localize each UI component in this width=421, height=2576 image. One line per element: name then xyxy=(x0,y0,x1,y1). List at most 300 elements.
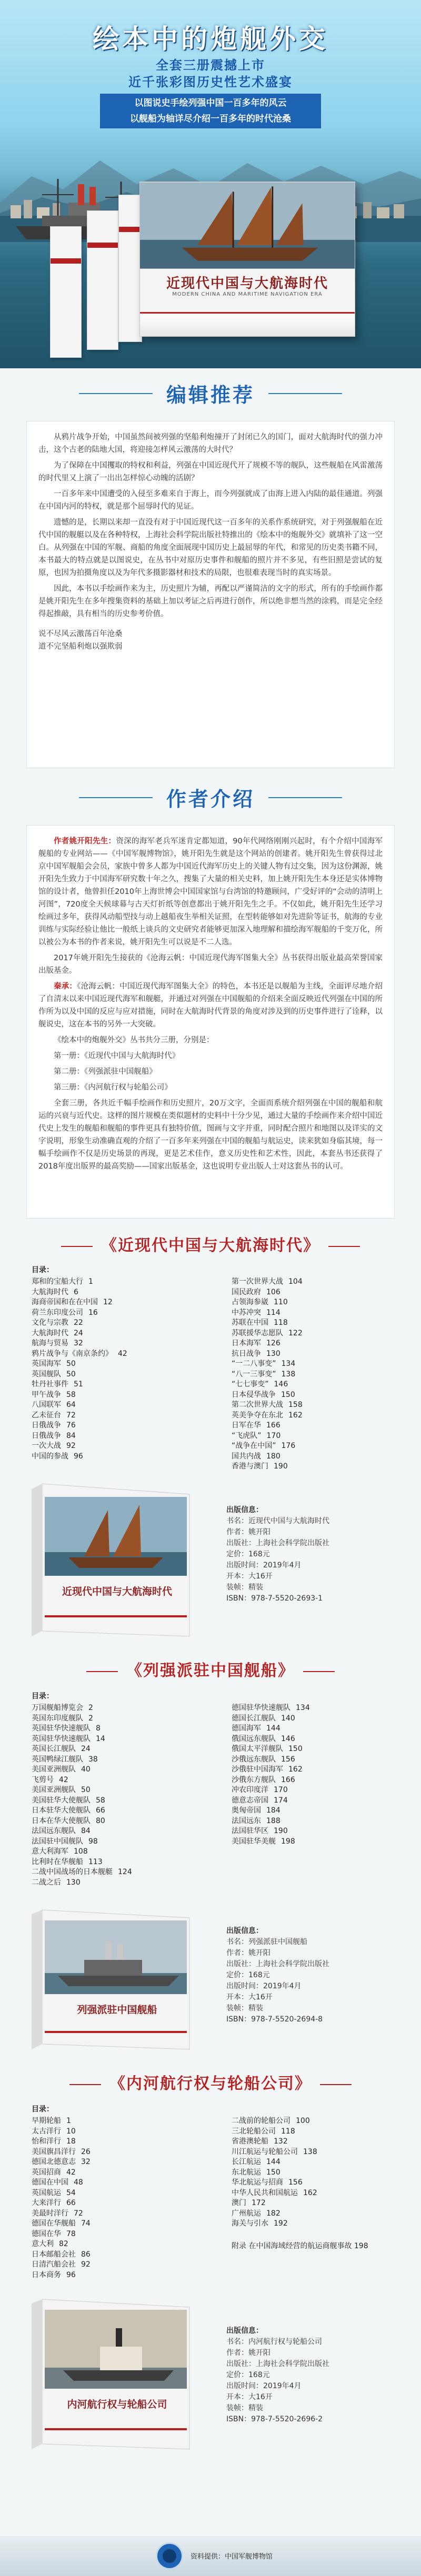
toc-entry-title: 英国长江舰队 xyxy=(32,1745,76,1753)
toc-entry xyxy=(32,2137,91,2147)
toc-entry-title: “飞虎队” xyxy=(232,1431,262,1440)
toc-entry-title: 牡丹社事件 xyxy=(32,1380,68,1388)
toc-entry xyxy=(32,1755,132,1765)
toc-entry-page: 2 xyxy=(88,1714,93,1723)
toc-left-column xyxy=(32,2116,91,2280)
book1-photo xyxy=(21,1473,216,1647)
toc-entry-page: 58 xyxy=(66,1390,76,1399)
toc-entry-title: 德国北德意志 xyxy=(32,2158,76,2166)
toc-entry xyxy=(232,1359,303,1370)
book-front-cover xyxy=(139,182,355,337)
book1-title xyxy=(0,1232,421,1255)
toc-entry-page: 100 xyxy=(296,2117,310,2125)
toc-entry-title: 法国驻华区 xyxy=(232,1827,268,1835)
pubinfo-line: 开本：大16开 xyxy=(226,1993,273,2001)
toc-entry-title: 乙未征台 xyxy=(32,1411,61,1420)
toc-entry-title: 日俄战争 xyxy=(32,1421,61,1430)
toc-entry xyxy=(232,1837,310,1847)
toc-entry-page: 50 xyxy=(81,1786,91,1794)
toc-entry-title: 比利时在华舰船 xyxy=(32,1857,83,1866)
hero-banner xyxy=(0,0,421,368)
paragraph: 一百多年来中国遭受的入侵至多难来自于海上，而今列强就成了由海上进入内陆的最佳通道。列强在中国内河的特权，就是那个屈辱时代的见证。 xyxy=(38,490,383,511)
toc-entry-title: 中华人民共和国航运 xyxy=(232,2188,298,2197)
title-line-right xyxy=(268,393,342,394)
pubinfo-line: 出版社：上海社会科学院出版社 xyxy=(226,2360,329,2368)
toc-entry-page: 192 xyxy=(274,2219,288,2228)
toc-entry-title: 美国旗昌洋行 xyxy=(32,2147,76,2156)
toc-entry-page: 146 xyxy=(281,1734,295,1743)
book2-title xyxy=(0,1657,421,1681)
toc-entry-page: 38 xyxy=(88,1755,98,1764)
pubinfo-line: ISBN：978-7-5520-2694-8 xyxy=(226,2015,323,2024)
toc-entry-title: 俄国太平洋舰队 xyxy=(232,1745,283,1753)
toc-entry xyxy=(32,1867,132,1878)
toc-entry-page: 2 xyxy=(88,1704,93,1712)
section-author-title xyxy=(0,783,421,812)
toc-entry-page: 150 xyxy=(266,2168,280,2177)
toc-entry xyxy=(32,1744,132,1755)
toc-entry-title: 日军在华 xyxy=(232,1421,261,1430)
banner-line-1: 以图说史手绘列强中国一百多年的风云 xyxy=(134,98,287,108)
toc-entry-page: 162 xyxy=(288,1765,303,1774)
toc-entry-title: 英国海军 xyxy=(32,1360,61,1368)
content-lead: 秦承： xyxy=(54,982,77,991)
toc-entry xyxy=(32,2198,91,2209)
toc-entry xyxy=(232,2127,317,2137)
toc-entry xyxy=(32,1796,132,1806)
book2-title-text: 《列强派驻中国舰船》 xyxy=(126,1662,295,1680)
toc-entry-page: 8 xyxy=(96,1724,101,1733)
toc-entry xyxy=(232,1297,303,1308)
toc-entry-page: 158 xyxy=(288,1401,303,1409)
toc-entry-title: 英国鸭绿江舰队 xyxy=(32,1755,83,1764)
deco-line xyxy=(61,1246,93,1247)
toc-entry-title: 苏联在中国 xyxy=(232,1319,268,1327)
toc-entry xyxy=(32,1380,127,1390)
toc-entry-page: 6 xyxy=(74,1287,78,1296)
toc-entry-title: 俄国远东舰队 xyxy=(232,1734,276,1743)
toc-entry xyxy=(232,2157,317,2168)
toc-entry-page: 118 xyxy=(274,1319,288,1327)
hero-subtitle-1: 全套三册震撼上市 xyxy=(156,57,265,73)
toc-entry-title: 省港澳轮船 xyxy=(232,2137,268,2146)
deco-line xyxy=(86,1671,118,1672)
pubinfo-line: 作者：姚开阳 xyxy=(226,1528,270,1536)
toc-entry-title: 航海与贸易 xyxy=(32,1339,68,1347)
pubinfo-line: 出版时间：2019年4月 xyxy=(226,1982,302,1990)
toc-entry-page: 174 xyxy=(274,1796,288,1805)
pubinfo-line: 装帧：精装 xyxy=(226,2004,263,2012)
pubinfo-line: ISBN：978-7-5520-2696-2 xyxy=(226,2415,323,2423)
toc-entry-title: 美最时洋行 xyxy=(32,2209,68,2218)
toc-entry-page: 150 xyxy=(281,1390,295,1399)
museum-logo-icon xyxy=(156,2542,183,2570)
toc-entry-title: 德国驻华快速舰队 xyxy=(232,1704,290,1712)
toc-entry xyxy=(232,1744,310,1755)
toc-entry-title: 德国在华舰船 xyxy=(32,2219,76,2228)
toc-entry-page: 108 xyxy=(74,1847,88,1856)
toc-entry xyxy=(32,1724,132,1734)
toc-entry xyxy=(32,2260,91,2270)
toc-entry xyxy=(232,1452,303,1462)
pubinfo-line: 出版社：上海社会科学院出版社 xyxy=(226,1960,329,1968)
toc-entry xyxy=(32,1287,127,1298)
toc-entry-title: “八一三事变” xyxy=(232,1370,276,1378)
toc-entry-page: 162 xyxy=(303,2188,317,2197)
toc-entry-title: 一次大战 xyxy=(32,1442,61,1450)
toc-entry-page: 134 xyxy=(281,1360,296,1368)
toc-right-column xyxy=(232,2116,317,2229)
toc-heading: 目录： xyxy=(32,1266,54,1274)
toc-entry-title: 日俄战争 xyxy=(32,1431,61,1440)
toc-entry-page: 134 xyxy=(296,1704,310,1712)
pubinfo-line: 开本：大16开 xyxy=(226,2393,273,2401)
series-list-item: 第一册：《近现代中国与大航海时代》 xyxy=(54,1052,180,1060)
paragraph xyxy=(38,980,383,1031)
toc-entry-page: 64 xyxy=(66,1401,76,1409)
toc-entry-page: 92 xyxy=(66,1442,76,1450)
toc-entry xyxy=(32,1370,127,1380)
section-title: 作者介绍 xyxy=(166,787,255,811)
toc-entry-page: 72 xyxy=(74,2209,83,2218)
toc-entry-page: 162 xyxy=(288,1411,303,1420)
footer-credit: 资料提供：中国军舰博物馆 xyxy=(191,2553,273,2561)
pubinfo-heading: 出版信息： xyxy=(226,1506,263,1514)
toc-entry-page: 184 xyxy=(266,1806,280,1815)
paragraph: 《绘本中的炮舰外交》丛书共分三册，分别是： xyxy=(54,1036,214,1044)
toc-entry-page: 76 xyxy=(66,1421,76,1430)
toc-entry-title: 八国联军 xyxy=(32,1401,61,1409)
toc-entry-page: 113 xyxy=(88,1857,103,1866)
toc-entry-page: 166 xyxy=(281,1775,295,1784)
toc-entry xyxy=(232,2198,317,2209)
toc-entry xyxy=(32,1400,127,1411)
pubinfo-line: 定价：168元 xyxy=(226,2371,270,2379)
toc-entry-title: 英国东印度舰队 xyxy=(32,1714,83,1723)
toc-entry-title: 英国驻华快速舰队 xyxy=(32,1734,91,1743)
toc-entry-title: 美国亚洲舰队 xyxy=(32,1786,76,1794)
toc-entry-title: 沙俄远东舰队 xyxy=(232,1755,276,1764)
toc-entry xyxy=(32,2250,91,2260)
toc-entry xyxy=(32,1431,127,1442)
pubinfo-heading: 出版信息： xyxy=(226,1927,263,1935)
book3-toc xyxy=(32,2105,389,2294)
toc-entry xyxy=(32,1390,127,1401)
cover-english-title: MODERN CHINA AND MARITIME NAVIGATION ERA xyxy=(172,291,323,297)
paragraph: 从鸦片战争开始，中国虽然间被列强的坚船利炮撞开了封闭已久的国门，面对大航海时代的强力冲击，这个古老的陆地大国，将迎接怎样风云激荡的大时代？ xyxy=(38,433,383,454)
toc-entry-title: 怡和洋行 xyxy=(32,2137,61,2146)
toc-entry-title: 中苏冲突 xyxy=(232,1308,261,1317)
content-text: 《沧海云帆：中国近现代海军图集大全》的特色，本书还是以舰船为主线，全面评尽地介绍了自清末以来中国近现代海军和舰艇，并通过对列强在中国舰船的介绍来全面反映近代列强在中国的所作所为以及中国的反应与应对措施，同时在大航海时代背景的角度对涉及到的历史事件进行了诠释，以舰说史，这在本书的另外一大突破。 xyxy=(38,982,383,1029)
toc-entry xyxy=(232,1421,303,1431)
toc-entry-page: 180 xyxy=(266,1452,280,1461)
toc-entry-title: 沙俄东方舰队 xyxy=(232,1775,276,1784)
pubinfo-line: 出版社：上海社会科学院出版社 xyxy=(226,1539,329,1547)
toc-entry xyxy=(32,1837,132,1847)
toc-entry-page: 138 xyxy=(281,1370,296,1378)
toc-entry-title: 英国航运 xyxy=(32,2188,61,2197)
toc-entry-title: 广州航运 xyxy=(232,2209,261,2218)
toc-entry-title: 英美争夺在东北 xyxy=(232,1411,283,1420)
toc-entry-title: 苏联援华志愿队 xyxy=(232,1329,283,1337)
book-spine-1 xyxy=(118,195,142,342)
toc-entry-title: “七七事变” xyxy=(232,1380,269,1388)
toc-entry-title: 第一次世界大战 xyxy=(232,1277,283,1286)
toc-entry-page: 16 xyxy=(88,1308,98,1317)
toc-entry xyxy=(32,2239,91,2250)
book3-title xyxy=(0,2070,421,2094)
toc-entry-page: 156 xyxy=(281,1755,295,1764)
pubinfo-line: 书名：近现代中国与大航海时代 xyxy=(226,1517,329,1525)
toc-right-column xyxy=(232,1703,310,1847)
pubinfo-line: 装帧：精装 xyxy=(226,1583,263,1592)
toc-entry-page: 24 xyxy=(81,1745,91,1753)
toc-entry-title: 香港与澳门 xyxy=(232,1462,268,1471)
book-spine-2 xyxy=(87,210,118,350)
toc-entry xyxy=(32,1816,132,1827)
toc-entry xyxy=(32,2157,91,2168)
toc-entry-page: 138 xyxy=(303,2147,317,2156)
author-text-block xyxy=(26,825,395,1219)
toc-entry-page: 106 xyxy=(266,1287,280,1296)
toc-entry xyxy=(32,2168,91,2178)
toc-entry xyxy=(232,2188,317,2199)
series-list-item: 第二册：《列强派驻中国舰船》 xyxy=(54,1068,157,1076)
toc-entry xyxy=(232,1816,310,1827)
toc-entry-title: 第二次世界大战 xyxy=(232,1401,283,1409)
toc-entry xyxy=(32,2147,91,2158)
toc-entry-page: 22 xyxy=(74,1319,83,1327)
toc-entry-page: 130 xyxy=(266,1349,280,1358)
toc-entry-title: 甲午战争 xyxy=(32,1390,61,1399)
toc-right-column xyxy=(232,1277,303,1472)
toc-entry-title: 国民政府 xyxy=(232,1287,261,1296)
toc-left-column xyxy=(32,1703,132,1888)
paragraph: 全套三册，各共近千幅手绘画作和历史照片，20万文字，全面而系统介绍列强在中国的舰船和航运的兴衰与近代史。这样的图片规模在类似题材的史料中十分少见，通过大量的手绘画作来介绍中国近代史上发生的舰船和舰船的事件更具有独特价值，图画与文字并重，同时配合照片和地图以及详实的文字说明，形象生动准确直观的介绍了一百多年来列强在中国的舰船与航运史，读来犹如身临其境，每一幅手绘画作不仅是历史场景的再现，更是艺术佳作，意义历史性和艺术性，因此，本套丛书还获得了2018年度出版界的最高奖励——国家出版基金，这也说明专业出版人士对这套丛书的认可。 xyxy=(38,1099,383,1171)
toc-heading: 目录： xyxy=(32,2105,54,2114)
author-bio: 资深的海军老兵军迷肯定都知道，90年代网络刚刚兴起时，有个介绍中国海军舰船的专业网站——《中国军舰博物馆》，姚开阳先生就是这个网站的创建者。姚开阳先生曾获得过北京中国军舰船会会员，家族中曾多人都为中国近代海军历史上的关键人物有过交集，因为这份渊源，姚开阳先生致力于中国海军研究数十年之久，搜集了大量的相关史料，加上姚开阳先生本身还是实体博物馆的设计者，他曾担任2010年上海世博会中国国家馆与台湾馆的特邀顾问，广受好评的“会动的清明上河图”，720度全天候球幕与古天灯折纸等创意都出于姚开阳先生之手。不仅如此，姚开阳先生还学习绘画过多年，获得风动船型技与动上越船夜生举相关证照，在型转能够如对先进阶等证书，航海的专业训练与实际经验让他比一般纸上谈兵的文史研究者能够更加深入地理解和描绘海军舰船的千变万化，所以被公为本书的作者来说，姚开阳先生可以说是不二人选。 xyxy=(38,837,383,947)
toc-entry-title: 日清汽船会社 xyxy=(32,2260,76,2269)
toc-entry-title: 法国远东舰队 xyxy=(32,1827,76,1835)
toc-entry-page: 118 xyxy=(281,2127,295,2136)
toc-entry-page: 42 xyxy=(59,1775,68,1784)
slogan-line-1: 说不尽风云激荡百年沧桑 xyxy=(38,630,123,638)
section-title: 编辑推荐 xyxy=(166,383,255,407)
toc-entry-page: 18 xyxy=(66,2137,76,2146)
title-line-right xyxy=(268,797,342,798)
junk-ship-painting xyxy=(140,182,355,269)
toc-entry-page: 12 xyxy=(103,1298,113,1306)
toc-entry xyxy=(32,2270,91,2281)
toc-entry xyxy=(232,1462,303,1472)
toc-entry xyxy=(32,1297,127,1308)
toc-entry-title: 长江航运 xyxy=(232,2158,261,2166)
pubinfo-line: 开本：大16开 xyxy=(226,1572,273,1581)
toc-entry-title: 沙俄驻中国海军 xyxy=(232,1765,283,1774)
toc-entry-page: 78 xyxy=(66,2229,76,2238)
toc-entry-title: 海关与引水 xyxy=(232,2219,268,2228)
slogan-line-2: 道不完坚船利炮以强欺弱 xyxy=(38,642,123,651)
toc-heading: 目录： xyxy=(32,1692,54,1700)
book2-photo xyxy=(21,1899,216,2057)
hero-blue-banner xyxy=(100,94,321,128)
toc-entry xyxy=(32,2229,91,2240)
book3-photo-title: 内河航行权与轮船公司 xyxy=(67,2399,167,2410)
toc-entry xyxy=(232,1796,310,1806)
pubinfo-line: 出版时间：2019年4月 xyxy=(226,2382,302,2390)
toc-entry-title: 法国驻中国舰队 xyxy=(32,1837,83,1846)
toc-entry xyxy=(32,1703,132,1714)
toc-entry-title: 万国舰船博览会 xyxy=(32,1704,83,1712)
toc-entry-title: 二战前的轮船公司 xyxy=(232,2117,290,2125)
toc-entry xyxy=(232,1703,310,1714)
paragraph xyxy=(38,835,383,949)
toc-entry-page: 96 xyxy=(74,1452,83,1461)
toc-entry xyxy=(232,2137,317,2147)
toc-entry-title: 英国驻华快速舰队 xyxy=(32,1724,91,1733)
toc-entry xyxy=(32,1785,132,1796)
toc-entry-page: 188 xyxy=(266,1816,280,1825)
banner-line-2: 以舰船为轴详尽介绍一百多年的时代沧桑 xyxy=(130,114,291,124)
paragraph: 遗憾的是，长期以来却一直没有对于中国近现代这一百多年的关系作系统研究，对于列强舰船在近代中国的舰艇以及在各种特权，上海社会科学院出版社特推出的《绘本中的炮舰外交》就填补了这一空白。从列强在中国的军舰、商船的角度全面展现中国历史上最屈辱的年代，和常见的历史类书籍不同，本书最大的特点就是以图说史，在丛书中对原历史事件和舰船的照片并不多见，有些旧照是尝试的复原，也因为拍摄角度以及为年代多摄影器材和技术的局限，也很难表现当时的真实场景。 xyxy=(38,518,383,577)
toc-entry-title: 意大利 xyxy=(32,2240,54,2248)
toc-entry-title: 英国舰队 xyxy=(32,1370,61,1378)
book1-title-text: 《近现代中国与大航海时代》 xyxy=(101,1236,320,1255)
toc-entry-page: 130 xyxy=(66,1878,81,1887)
toc-entry xyxy=(32,2116,91,2127)
deco-line xyxy=(69,2084,101,2085)
toc-entry-title: 日本在华大使舰队 xyxy=(32,1816,91,1825)
toc-entry-page: 24 xyxy=(74,1329,83,1337)
toc-entry-page: 182 xyxy=(266,2209,280,2218)
title-line-left xyxy=(79,393,153,394)
toc-entry-page: 42 xyxy=(66,2168,76,2177)
toc-entry-page: 190 xyxy=(274,1827,288,1835)
toc-entry-title: 鸦片战争与《南京条约》 xyxy=(32,1349,113,1358)
book2-photo-title: 列强派驻中国舰船 xyxy=(77,2004,157,2016)
toc-entry-page: 26 xyxy=(81,2147,91,2156)
book1-photo-title: 近现代中国与大航海时代 xyxy=(62,1586,172,1597)
toc-entry xyxy=(232,1380,303,1390)
toc-entry xyxy=(32,1441,127,1452)
toc-entry xyxy=(232,1339,303,1349)
toc-entry xyxy=(232,1806,310,1816)
cover-title: 近现代中国与大航海时代 xyxy=(166,276,328,291)
toc-entry-page: 126 xyxy=(266,1339,280,1347)
toc-left-column xyxy=(32,1277,127,1462)
toc-entry xyxy=(232,1308,303,1319)
toc-entry xyxy=(232,1318,303,1329)
series-list-item: 第三册：《内河航行权与轮船公司》 xyxy=(54,1083,172,1092)
toc-entry xyxy=(32,1277,127,1287)
toc-entry-title: 奥匈帝国 xyxy=(232,1806,261,1815)
toc-entry-page: 114 xyxy=(266,1308,280,1317)
toc-entry xyxy=(232,1400,303,1411)
pubinfo-line: 书名：内河航行权与轮船公司 xyxy=(226,2338,322,2346)
toc-entry-page: 66 xyxy=(96,1806,105,1815)
toc-entry-page: 50 xyxy=(66,1360,76,1368)
toc-entry-page: 190 xyxy=(274,1462,288,1471)
book3-title-text: 《内河航行权与轮船公司》 xyxy=(109,2075,312,2093)
pubinfo-line: 作者：姚开阳 xyxy=(226,1949,270,1957)
toc-entry-page: 82 xyxy=(59,2240,68,2248)
toc-entry xyxy=(232,1724,310,1734)
toc-entry-page: 14 xyxy=(96,1734,105,1743)
hero-subtitle-2: 近千张彩图历史性艺术盛宴 xyxy=(128,74,293,89)
toc-entry-title: 意大利海军 xyxy=(32,1847,68,1856)
toc-entry xyxy=(32,1878,132,1888)
toc-entry-title: 大航海时代 xyxy=(32,1329,68,1337)
deco-line xyxy=(320,2084,352,2085)
toc-entry-title: 华北航运与招商 xyxy=(232,2178,283,2187)
toc-entry-page: 132 xyxy=(274,2137,288,2146)
toc-entry xyxy=(32,2127,91,2137)
toc-entry-page: 54 xyxy=(66,2188,76,2197)
toc-entry xyxy=(32,1775,132,1786)
toc-entry-page: 176 xyxy=(281,1442,296,1450)
toc-entry xyxy=(32,1765,132,1775)
book3-photo xyxy=(21,2289,216,2457)
toc-entry-page: 72 xyxy=(66,1411,76,1420)
toc-entry-title: 早期轮船 xyxy=(32,2117,61,2125)
toc-entry xyxy=(32,2209,91,2219)
paragraph: 因此，本书以手绘画作来为主，历史照片为辅，再配以严谨简洁的文字的形式，所有的手绘画作都是姚开阳先生在多年搜集资料的基础上加以考证之后再进行创作，所以绝非想当然的涂鸦，而是完全经得起推敲，具有相当的历史参考价值。 xyxy=(38,585,383,618)
toc-entry xyxy=(32,1806,132,1816)
pubinfo-line: 定价：168元 xyxy=(226,1971,270,1979)
toc-entry xyxy=(32,2178,91,2188)
toc-entry-title: 大来洋行 xyxy=(32,2199,61,2207)
toc-entry-page: 122 xyxy=(288,1329,303,1337)
toc-entry-title: 海商帝国和在在中国 xyxy=(32,1298,98,1306)
toc-entry xyxy=(32,1318,127,1329)
toc-entry-title: 文化与宗教 xyxy=(32,1319,68,1327)
hero-title: 绘本中的炮舰外交 xyxy=(93,23,328,54)
toc-entry xyxy=(232,1785,310,1796)
pubinfo-line: ISBN：978-7-5520-2693-1 xyxy=(226,1594,323,1603)
toc-entry-title: 中国的参战 xyxy=(32,1452,68,1461)
cover-band xyxy=(140,312,355,336)
toc-entry xyxy=(32,1359,127,1370)
toc-entry-page: 84 xyxy=(81,1827,91,1835)
toc-entry xyxy=(32,1452,127,1462)
toc-entry-title: 大航海时代 xyxy=(32,1287,68,1296)
toc-entry xyxy=(232,1775,310,1786)
toc-entry-page: 150 xyxy=(288,1745,303,1753)
toc-entry xyxy=(32,2219,91,2229)
toc-entry-page: 144 xyxy=(266,2158,280,2166)
toc-entry xyxy=(32,1411,127,1421)
pubinfo-line: 定价：168元 xyxy=(226,1550,270,1558)
toc-entry-title: 二战之后 xyxy=(32,1878,61,1887)
toc-entry-page: 40 xyxy=(81,1765,91,1774)
toc-entry-page: 146 xyxy=(274,1380,288,1388)
toc-entry xyxy=(32,1308,127,1319)
toc-entry-page: 110 xyxy=(274,1298,288,1306)
paragraph: 2017年姚开阳先生接获的《沧海云帆：中国近现代海军图集大全》丛书获得出版业最高荣誉国家出版基金。 xyxy=(38,954,383,975)
toc-entry-title: 飞剪号 xyxy=(32,1775,54,1784)
toc-entry-title: 荷兰东印度公司 xyxy=(32,1308,83,1317)
toc-entry-page: 42 xyxy=(118,1349,127,1358)
toc-entry xyxy=(232,1714,310,1724)
toc-entry-title: 日本侵华战争 xyxy=(232,1390,276,1399)
toc-entry xyxy=(232,1370,303,1380)
book3-pubinfo xyxy=(226,2326,329,2425)
toc-entry-page: 170 xyxy=(274,1786,288,1794)
deco-line xyxy=(328,1246,360,1247)
toc-entry-page: 66 xyxy=(66,2199,76,2207)
toc-entry-page: 170 xyxy=(266,1431,281,1440)
toc-entry-title: 德意志帝国 xyxy=(232,1796,268,1805)
